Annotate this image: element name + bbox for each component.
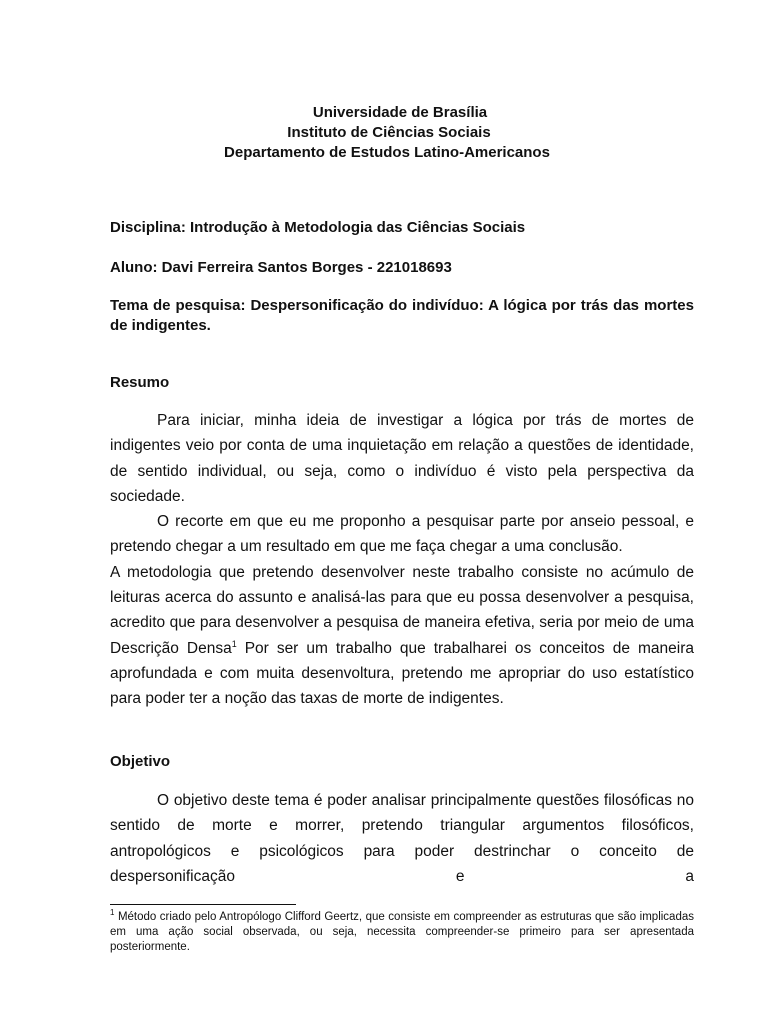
objetivo-paragraph-1: O objetivo deste tema é poder analisar principalmente questões filosóficas no sentido de morte e morrer, pretendo triangular argumentos filosóficos, antropológicos e psicológicos para poder destrinchar o conceito de despersonificação e a [110,792,694,885]
institute-name: Instituto de Ciências Sociais [287,124,491,141]
footnote [110,910,694,955]
resumo-paragraph-3-text-a: A metodologia que pretendo desenvolver neste trabalho consiste no acúmulo de leituras acerca do assunto e analisá-las para que eu possa desenvolver a pesquisa, acredito que para desenvolver a pesquisa de maneira efetiva, seria por meio de uma Descrição Densa [110,563,694,657]
footnote-marker: 1 [110,908,115,918]
department-name: Departamento de Estudos Latino-Americanos [224,144,550,161]
resumo-paragraph-3-text-b: Por ser um trabalho que trabalharei os conceitos de maneira aprofundada e com muita desenvoltura, pretendo me apropriar do uso estatístico para poder ter a noção das taxas de morte de indigentes. [110,639,694,708]
research-topic-line: Tema de pesquisa: Despersonificação do indivíduo: A lógica por trás das mortes de indigentes. [110,297,694,334]
discipline-line: Disciplina: Introdução à Metodologia das Ciências Sociais [110,219,526,236]
footnote-text: Método criado pelo Antropólogo Clifford Geertz, que consiste em compreender as estruturas que são implicadas em uma ação social observada, ou seja, necessita compreender-se primeiro para ser apresentada posteriormente. [110,911,694,953]
objetivo-heading: Objetivo [110,753,171,770]
resumo-paragraph-3 [110,560,694,712]
resumo-body [110,408,694,712]
university-name: Universidade de Brasília [312,104,488,121]
document-header [0,103,768,163]
footnote-reference[interactable]: 1 [231,638,237,649]
resumo-heading: Resumo [110,374,170,391]
objetivo-body [110,788,694,889]
resumo-paragraph-1: Para iniciar, minha ideia de investigar a lógica por trás de mortes de indigentes veio por conta de uma inquietação em relação a questões de identidade, de sentido individual, ou seja, como o indivíduo é visto pela perspectiva da sociedade. [110,412,694,505]
resumo-paragraph-2: O recorte em que eu me proponho a pesquisar parte por anseio pessoal, e pretendo chegar a um resultado em que me faça chegar a uma conclusão. [110,513,694,556]
footnote-separator [110,904,296,905]
student-line: Aluno: Davi Ferreira Santos Borges - 221018693 [110,259,452,276]
